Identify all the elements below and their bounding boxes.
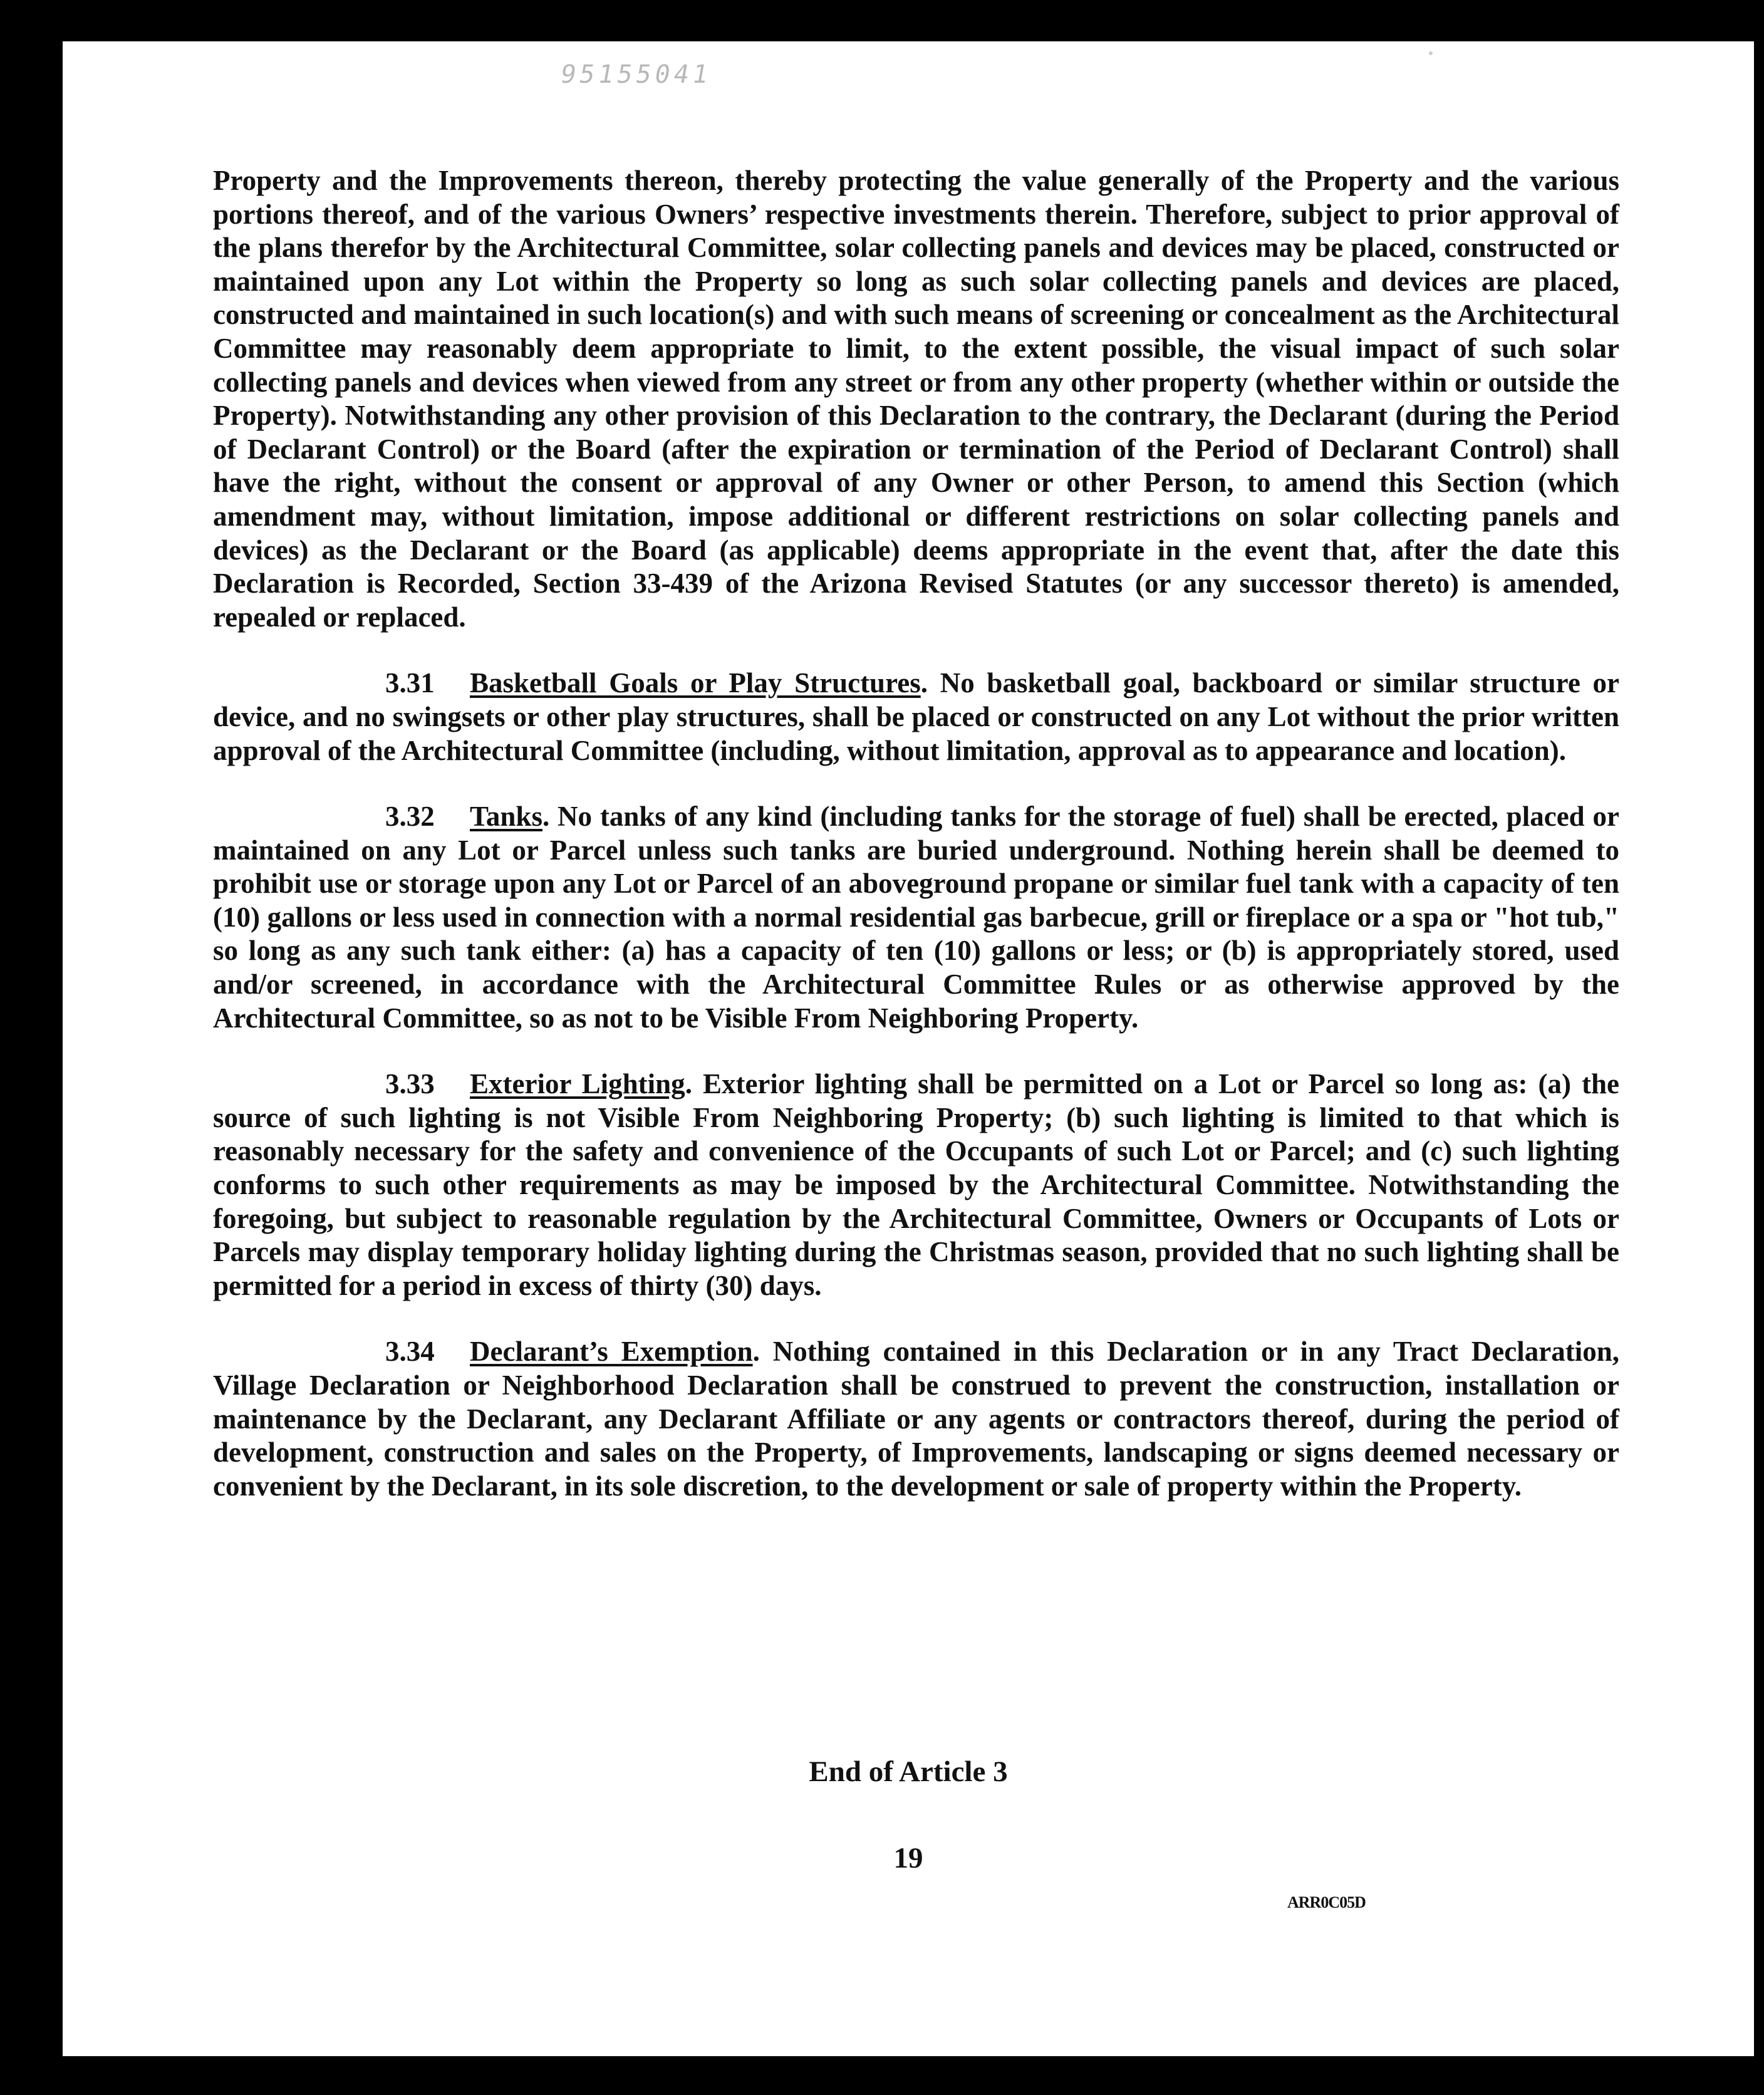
- section-text: . No basketball goal, backboard or similar structure or device, and no swingsets or other play structures, shall be placed or constructed on any Lot without the prior written approval of the Architectural Committee (including, without limitation, approval as to appearance and location).: [213, 667, 1619, 766]
- section-title: Tanks: [470, 801, 542, 833]
- section-number: 3.31: [385, 667, 435, 699]
- section-3-33: [213, 1068, 1619, 1302]
- paragraph-text: Property and the Improvements thereon, thereby protecting the value generally of the Property and the various portions thereof, and of the various Owners’ respective investments therein. Therefore, subject to prior approval of the plans therefor by the Architectural Committee, solar collecting panels and devices may be placed, constructed or maintained upon any Lot within the Property so long as such solar collecting panels and devices are placed, constructed and maintained in such location(s) and with such means of screening or concealment as the Architectural Committee may reasonably deem appropriate to limit, to the extent possible, the visual impact of such solar collecting panels and devices when viewed from any street or from any other property (whether within or outside the Property). Notwithstanding any other provision of this Declaration to the contrary, the Declarant (during the Period of Declarant Control) or the Board (after the expiration or termination of the Period of Declarant Control) shall have the right, without the consent or approval of any Owner or other Person, to amend this Section (which amendment may, without limitation, impose additional or different restrictions on solar collecting panels and devices) as the Declarant or the Board (as applicable) deems appropriate in the event that, after the date this Declaration is Recorded, Section 33-439 of the Arizona Revised Statutes (or any successor thereto) is amended, repealed or replaced.: [213, 165, 1619, 633]
- section-3-34: [213, 1335, 1619, 1503]
- document-stamp: 95155041: [558, 60, 714, 89]
- page-number: 19: [893, 1842, 923, 1874]
- document-code: ARR0C05D: [1287, 1893, 1366, 1911]
- end-of-article-label: End of Article 3: [809, 1755, 1008, 1788]
- section-3-32: [213, 800, 1619, 1035]
- section-text: . Nothing contained in this Declaration or in any Tract Declaration, Village Declaration or Neighborhood Declaration shall be construed to prevent the construction, installation or maintenance by the Declarant, any Declarant Affiliate or any agents or contractors thereof, during the period of development, construction and sales on the Property, of Improvements, landscaping or signs deemed necessary or convenient by the Declarant, in its sole discretion, to the development or sale of property within the Property.: [213, 1336, 1619, 1502]
- document-body: [213, 164, 1619, 1536]
- section-3-31: [213, 667, 1619, 767]
- scan-speck: [1429, 51, 1433, 55]
- section-title: Declarant’s Exemption: [470, 1336, 753, 1368]
- section-number: 3.32: [385, 801, 435, 833]
- document-page: [63, 41, 1754, 2056]
- section-text: . Exterior lighting shall be permitted on a Lot or Parcel so long as: (a) the source of such lighting is not Visible From Neighboring Property; (b) such lighting is limited to that which is reasonably necessary for the safety and convenience of the Occupants of such Lot or Parcel; and (c) such lighting conforms to such other requirements as may be imposed by the Architectural Committee. Notwithstanding the foregoing, but subject to reasonable regulation by the Architectural Committee, Owners or Occupants of Lots or Parcels may display temporary holiday lighting during the Christmas season, provided that no such lighting shall be permitted for a period in excess of thirty (30) days.: [213, 1068, 1619, 1301]
- section-number: 3.33: [385, 1068, 435, 1100]
- section-number: 3.34: [385, 1336, 435, 1368]
- section-text: . No tanks of any kind (including tanks for the storage of fuel) shall be erected, placed or maintained on any Lot or Parcel unless such tanks are buried underground. Nothing herein shall be deemed to prohibit use or storage upon any Lot or Parcel of an aboveground propane or similar fuel tank with a capacity of ten (10) gallons or less used in connection with a normal residential gas barbecue, grill or fireplace or a spa or "hot tub," so long as any such tank either: (a) has a capacity of ten (10) gallons or less; or (b) is appropriately stored, used and/or screened, in accordance with the Architectural Committee Rules or as otherwise approved by the Architectural Committee, so as not to be Visible From Neighboring Property.: [213, 801, 1619, 1034]
- section-title: Exterior Lighting: [470, 1068, 685, 1100]
- paragraph-continuation: [213, 164, 1619, 634]
- section-title: Basketball Goals or Play Structures: [470, 667, 921, 699]
